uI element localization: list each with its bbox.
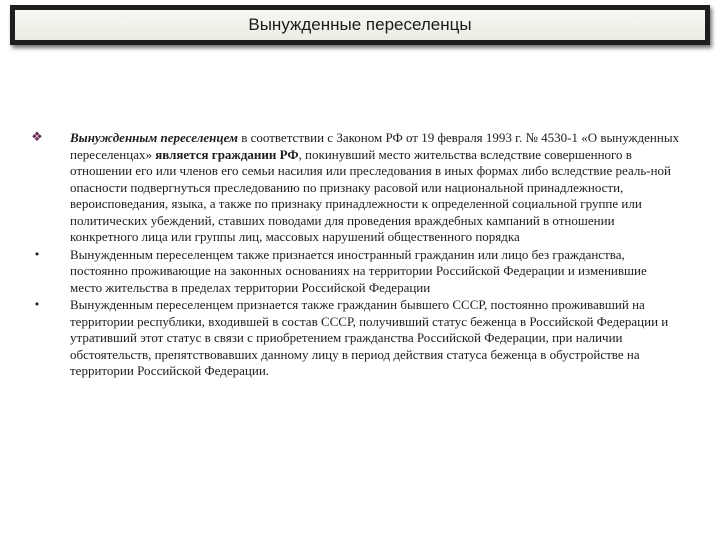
- dot-bullet-icon: •: [33, 247, 41, 261]
- term-definition: Вынужденным переселенцем: [70, 130, 238, 145]
- emphasized-text: является гражданин РФ: [155, 146, 299, 162]
- paragraph-text: в соответствии с Законом РФ от 19 февраля 1993 г. № 4530-1 «О вынужденных переселенцах»: [70, 130, 680, 162]
- paragraph-text: Вынужденным переселенцем также признается иностранный гражданин или лицо без гражданства, постоянно проживающие на законных основаниях на территории Российской Федерации и изменившие место жительства в пределах территории Российской Федерации: [70, 246, 647, 295]
- slide-title-bar: [10, 5, 710, 45]
- bullet-list: [30, 130, 680, 381]
- paragraph-text: Вынужденным переселенцем признается также гражданин бывшего СССР, постоянно проживавший на территории республики, входившей в состав СССР, получивший статус беженца в Российской Федерации и утративший этот статус в связи с приобретением гражданства Российской Федерации, при наличии обстоятельств, препятствовавших данному лицу в период действия статуса беженца в обустройстве на территории Российской Федерации.: [70, 297, 669, 378]
- paragraph-text: , покинувший место жительства вследствие совершенного в отношении его или членов его семьи насилия или преследования в иных формах либо вследствие реаль-ной опасности подвергнуться преследованию по признаку расовой или национальной принадлежности, вероисповедания, языка, а также по признаку принадлежности к определенной социальной группе или политических убеждений, ставших поводами для проведения враждебных кампаний в отношении конкретного лица или группы лиц, массовых нарушений общественного порядка: [70, 146, 672, 244]
- list-item: [30, 247, 680, 297]
- diamond-bullet-icon: ❖: [31, 130, 43, 145]
- list-item: [30, 297, 680, 380]
- list-item: [30, 130, 680, 246]
- dot-bullet-icon: •: [33, 298, 41, 311]
- slide-title: Вынужденные переселенцы: [248, 15, 472, 34]
